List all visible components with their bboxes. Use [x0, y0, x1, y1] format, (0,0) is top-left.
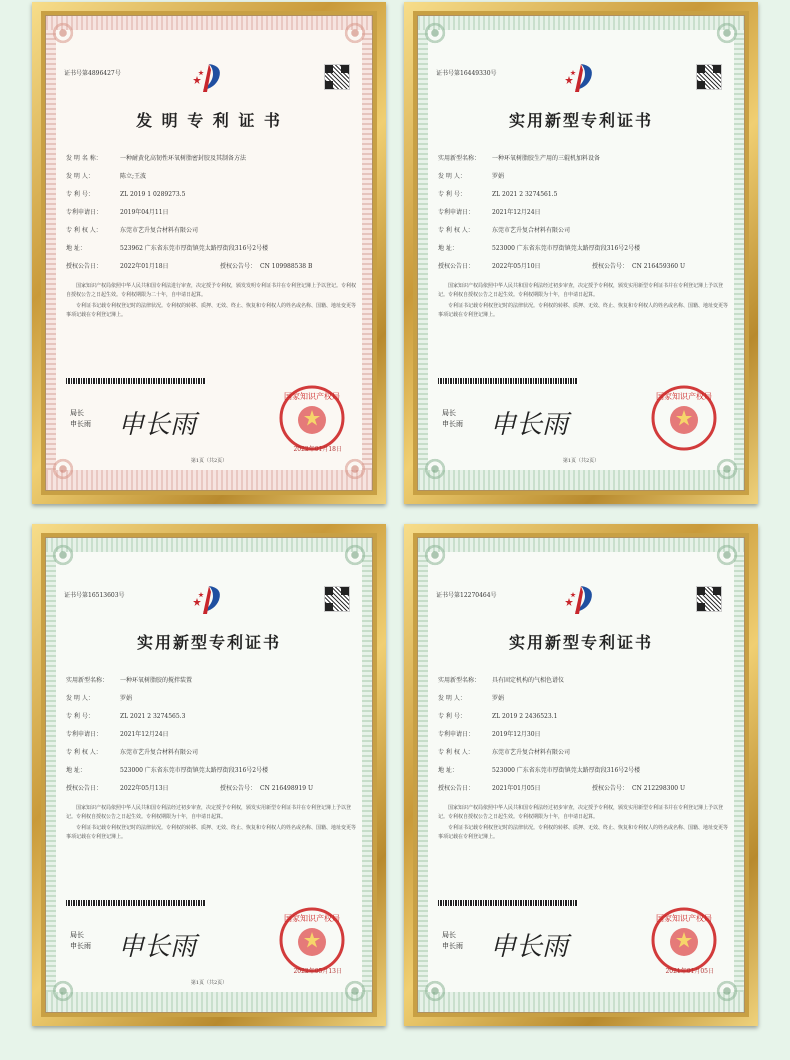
certificate-title: 实用新型专利证书	[508, 633, 653, 652]
barcode-icon	[438, 378, 578, 384]
corner-ornament-icon	[422, 542, 448, 568]
certificate-title: 实用新型专利证书	[136, 633, 281, 652]
certificate-paragraph: 专利证书记载专利权登记时的法律状况。专利权的转移、质押、无效、终止、恢复和专利权人的姓名或名称、国籍、地址变更等事项记载在专利登记簿上。	[66, 825, 357, 840]
field-value: ZL 2021 2 3274561.5	[492, 191, 558, 198]
field-label: 授权公告日：	[66, 263, 103, 270]
svg-text:国家知识产权局: 国家知识产权局	[284, 914, 340, 923]
qr-code-icon	[696, 586, 722, 612]
handwritten-signature: 申长雨	[490, 410, 569, 440]
corner-ornament-icon	[714, 978, 740, 1004]
border-edge-right	[362, 30, 372, 470]
certificate-paragraph: 专利证书记载专利权登记时的法律状况。专利权的转移、质押、无效、终止、恢复和专利权人的姓名或名称、国籍、地址变更等事项记载在专利登记簿上。	[438, 825, 729, 840]
signatory-role	[70, 408, 91, 429]
signatory-role	[442, 930, 463, 951]
field-value: CN 109988538 B	[260, 263, 313, 270]
border-band-top	[46, 538, 372, 552]
certificate-title: 实用新型专利证书	[508, 111, 653, 130]
field-label: 专 利 号：	[438, 713, 466, 720]
field-value: 东莞市艺升复合材料有限公司	[120, 227, 199, 234]
field-label: 专 利 号：	[66, 191, 94, 198]
field-label: 发 明 人：	[438, 173, 466, 180]
field-value: CN 212298300 U	[632, 785, 686, 792]
corner-ornament-icon	[50, 20, 76, 46]
field-value: 具有固定机构的气相色谱仪	[492, 677, 565, 684]
field-value: 523962 广东省东莞市厚街镇莞太路厚街段316号2号楼	[120, 245, 269, 252]
field-label: 专利申请日：	[66, 209, 103, 216]
handwritten-signature: 申长雨	[490, 932, 569, 962]
border-band-top	[46, 16, 372, 30]
cnipa-logo-icon	[189, 582, 229, 618]
field-value: 一种环氧树脂胶的搅拌装置	[120, 677, 193, 684]
field-value: 一种环氧树脂胶生产用的三辊机加料设备	[492, 155, 601, 162]
field-value: ZL 2019 2 2436523.1	[492, 713, 558, 720]
field-value: 东莞市艺升复合材料有限公司	[492, 227, 571, 234]
border-edge-left	[418, 552, 428, 992]
field-value: 一种耐黄化高韧性环氧树脂密封胶及其制备方法	[120, 155, 247, 162]
field-label: 授权公告日：	[438, 785, 475, 792]
border-band-bottom	[418, 470, 744, 490]
field-value: 2019年12月30日	[492, 731, 541, 738]
certificate-frame-1	[32, 2, 386, 504]
corner-ornament-icon	[342, 20, 368, 46]
qr-code-icon	[324, 586, 350, 612]
corner-ornament-icon	[714, 20, 740, 46]
barcode-icon	[66, 378, 206, 384]
cnipa-logo-icon	[561, 60, 601, 96]
certificate-number: 证书号第16513603号	[64, 592, 125, 599]
official-seal-icon	[278, 384, 346, 452]
seal-date: 2021年01月05日	[665, 968, 714, 975]
cnipa-logo-icon	[189, 60, 229, 96]
field-value: 2019年04月11日	[120, 209, 169, 216]
field-value: ZL 2019 1 0289273.5	[120, 191, 186, 198]
certificate-paragraph: 国家知识产权局依照中华人民共和国专利法进行审查，决定授予专利权，颁发发明专利证书并在专利登记簿上予以登记。专利权自授权公告之日起生效。专利权期限为二十年，自申请日起算。	[66, 283, 357, 298]
official-seal-icon	[278, 906, 346, 974]
certificate-frame-4	[404, 524, 758, 1026]
corner-ornament-icon	[50, 542, 76, 568]
certificate-fields	[66, 678, 356, 844]
certificate-paragraph: 国家知识产权局依照中华人民共和国专利法经过初步审查，决定授予专利权，颁发实用新型专利证书并在专利登记簿上予以登记。专利权自授权公告之日起生效。专利权期限为十年，自申请日起算。	[66, 805, 352, 820]
qr-code-icon	[696, 64, 722, 90]
field-label: 专 利 号：	[66, 713, 94, 720]
field-value: ZL 2021 2 3274565.3	[120, 713, 186, 720]
certificate-paragraph: 国家知识产权局依照中华人民共和国专利法经过初步审查，决定授予专利权，颁发实用新型专利证书并在专利登记簿上予以登记。专利权自授权公告之日起生效。专利权期限为十年，自申请日起算。	[438, 283, 724, 298]
signatory-title: 局长	[70, 409, 84, 417]
field-value: 523000 广东省东莞市厚街镇莞太路厚街段316号2号楼	[492, 767, 641, 774]
field-value: 2022年01月18日	[120, 263, 169, 270]
field-label: 授权公告号：	[220, 785, 257, 792]
border-band-top	[418, 16, 744, 30]
page-indicator: 第1页（共2页）	[190, 458, 228, 464]
field-value: 2022年05月13日	[120, 785, 169, 792]
field-value: 东莞市艺升复合材料有限公司	[120, 749, 199, 756]
field-label: 专 利 号：	[438, 191, 466, 198]
corner-ornament-icon	[714, 542, 740, 568]
certificate-number: 证书号第12270464号	[436, 592, 497, 599]
field-value: 523000 广东省东莞市厚街镇莞太路厚街段316号2号楼	[120, 767, 269, 774]
seal-date: 2022年05月13日	[293, 968, 342, 975]
certificate-frame-2	[404, 2, 758, 504]
corner-ornament-icon	[422, 20, 448, 46]
field-value: 2021年12月24日	[120, 731, 169, 738]
qr-code-icon	[324, 64, 350, 90]
field-value: 2021年01月05日	[492, 785, 541, 792]
handwritten-signature: 申长雨	[118, 410, 197, 440]
field-value: CN 216459360 U	[632, 263, 686, 270]
certificate-paper	[45, 537, 373, 1013]
signatory-name: 申长雨	[442, 419, 463, 428]
signatory-name: 申长雨	[70, 419, 91, 428]
field-label: 授权公告号：	[220, 263, 257, 270]
signatory-role	[442, 408, 463, 429]
svg-text:国家知识产权局: 国家知识产权局	[656, 392, 712, 401]
field-label: 地 址：	[66, 245, 86, 252]
barcode-icon	[438, 900, 578, 906]
field-label: 地 址：	[438, 245, 458, 252]
border-band-top	[418, 538, 744, 552]
barcode-icon	[66, 900, 206, 906]
border-band-bottom	[418, 992, 744, 1012]
signatory-title: 局长	[442, 931, 456, 939]
certificate-number: 证书号第16449330号	[436, 70, 497, 77]
field-label: 实用新型名称：	[66, 677, 109, 684]
field-value: 东莞市艺升复合材料有限公司	[492, 749, 571, 756]
border-edge-left	[418, 30, 428, 470]
border-edge-right	[734, 30, 744, 470]
border-edge-left	[46, 30, 56, 470]
certificate-paper	[417, 15, 745, 491]
field-label: 授权公告日：	[438, 263, 475, 270]
border-band-bottom	[46, 470, 372, 490]
svg-text:国家知识产权局: 国家知识产权局	[656, 914, 712, 923]
corner-ornament-icon	[342, 542, 368, 568]
field-value: 523000 广东省东莞市厚街镇莞太路厚街段316号2号楼	[492, 245, 641, 252]
certificate-frame-3	[32, 524, 386, 1026]
certificate-paper	[45, 15, 373, 491]
certificate-fields	[438, 678, 728, 844]
field-value: 罗娟	[492, 695, 505, 702]
field-label: 发 明 人：	[66, 173, 94, 180]
field-label: 专 利 权 人：	[438, 227, 474, 234]
handwritten-signature: 申长雨	[118, 932, 197, 962]
field-label: 专利申请日：	[66, 731, 103, 738]
cnipa-logo-icon	[561, 582, 601, 618]
field-value: CN 216498919 U	[260, 785, 314, 792]
svg-text:国家知识产权局: 国家知识产权局	[284, 392, 340, 401]
field-label: 专 利 权 人：	[438, 749, 474, 756]
certificate-paragraph: 专利证书记载专利权登记时的法律状况。专利权的转移、质押、无效、终止、恢复和专利权人的姓名或名称、国籍、地址变更等事项记载在专利登记簿上。	[438, 303, 729, 318]
certificate-paragraph: 专利证书记载专利权登记时的法律状况。专利权的转移、质押、无效、终止、恢复和专利权人的姓名或名称、国籍、地址变更等事项记载在专利登记簿上。	[66, 303, 357, 318]
signatory-title: 局长	[442, 409, 456, 417]
certificate-paper	[417, 537, 745, 1013]
signatory-role	[70, 930, 91, 951]
certificate-fields	[66, 156, 356, 322]
field-label: 实用新型名称：	[438, 677, 481, 684]
border-band-bottom	[46, 992, 372, 1012]
field-value: 罗娟	[492, 173, 505, 180]
field-label: 发 明 人：	[66, 695, 94, 702]
page-indicator: 第1页（共2页）	[190, 980, 228, 986]
field-label: 专 利 权 人：	[66, 749, 102, 756]
field-label: 授权公告号：	[592, 785, 629, 792]
field-label: 授权公告号：	[592, 263, 629, 270]
field-label: 专 利 权 人：	[66, 227, 102, 234]
field-value: 2022年05月10日	[492, 263, 541, 270]
field-label: 发 明 人：	[438, 695, 466, 702]
signatory-title: 局长	[70, 931, 84, 939]
signatory-name: 申长雨	[442, 941, 463, 950]
certificate-number: 证书号第4896427号	[64, 70, 121, 77]
field-label: 授权公告日：	[66, 785, 103, 792]
field-value: 2021年12月24日	[492, 209, 541, 216]
certificate-title: 发 明 专 利 证 书	[136, 111, 282, 130]
seal-date: 2022年01月18日	[293, 446, 342, 453]
certificate-fields	[438, 156, 728, 322]
field-label: 地 址：	[66, 767, 86, 774]
page-indicator: 第1页（共2页）	[562, 458, 600, 464]
field-label: 专利申请日：	[438, 209, 475, 216]
certificate-paragraph: 国家知识产权局依照中华人民共和国专利法经过初步审查，决定授予专利权，颁发实用新型专利证书并在专利登记簿上予以登记。专利权自授权公告之日起生效。专利权期限为十年，自申请日起算。	[438, 805, 724, 820]
field-label: 地 址：	[438, 767, 458, 774]
field-label: 实用新型名称：	[438, 155, 481, 162]
signatory-name: 申长雨	[70, 941, 91, 950]
field-label: 专利申请日：	[438, 731, 475, 738]
official-seal-icon	[650, 384, 718, 452]
corner-ornament-icon	[422, 978, 448, 1004]
official-seal-icon	[650, 906, 718, 974]
field-value: 罗娟	[120, 695, 133, 702]
field-value: 陈立;王波	[120, 173, 147, 180]
border-edge-left	[46, 552, 56, 992]
border-edge-right	[362, 552, 372, 992]
field-label: 发 明 名 称：	[66, 155, 102, 162]
border-edge-right	[734, 552, 744, 992]
